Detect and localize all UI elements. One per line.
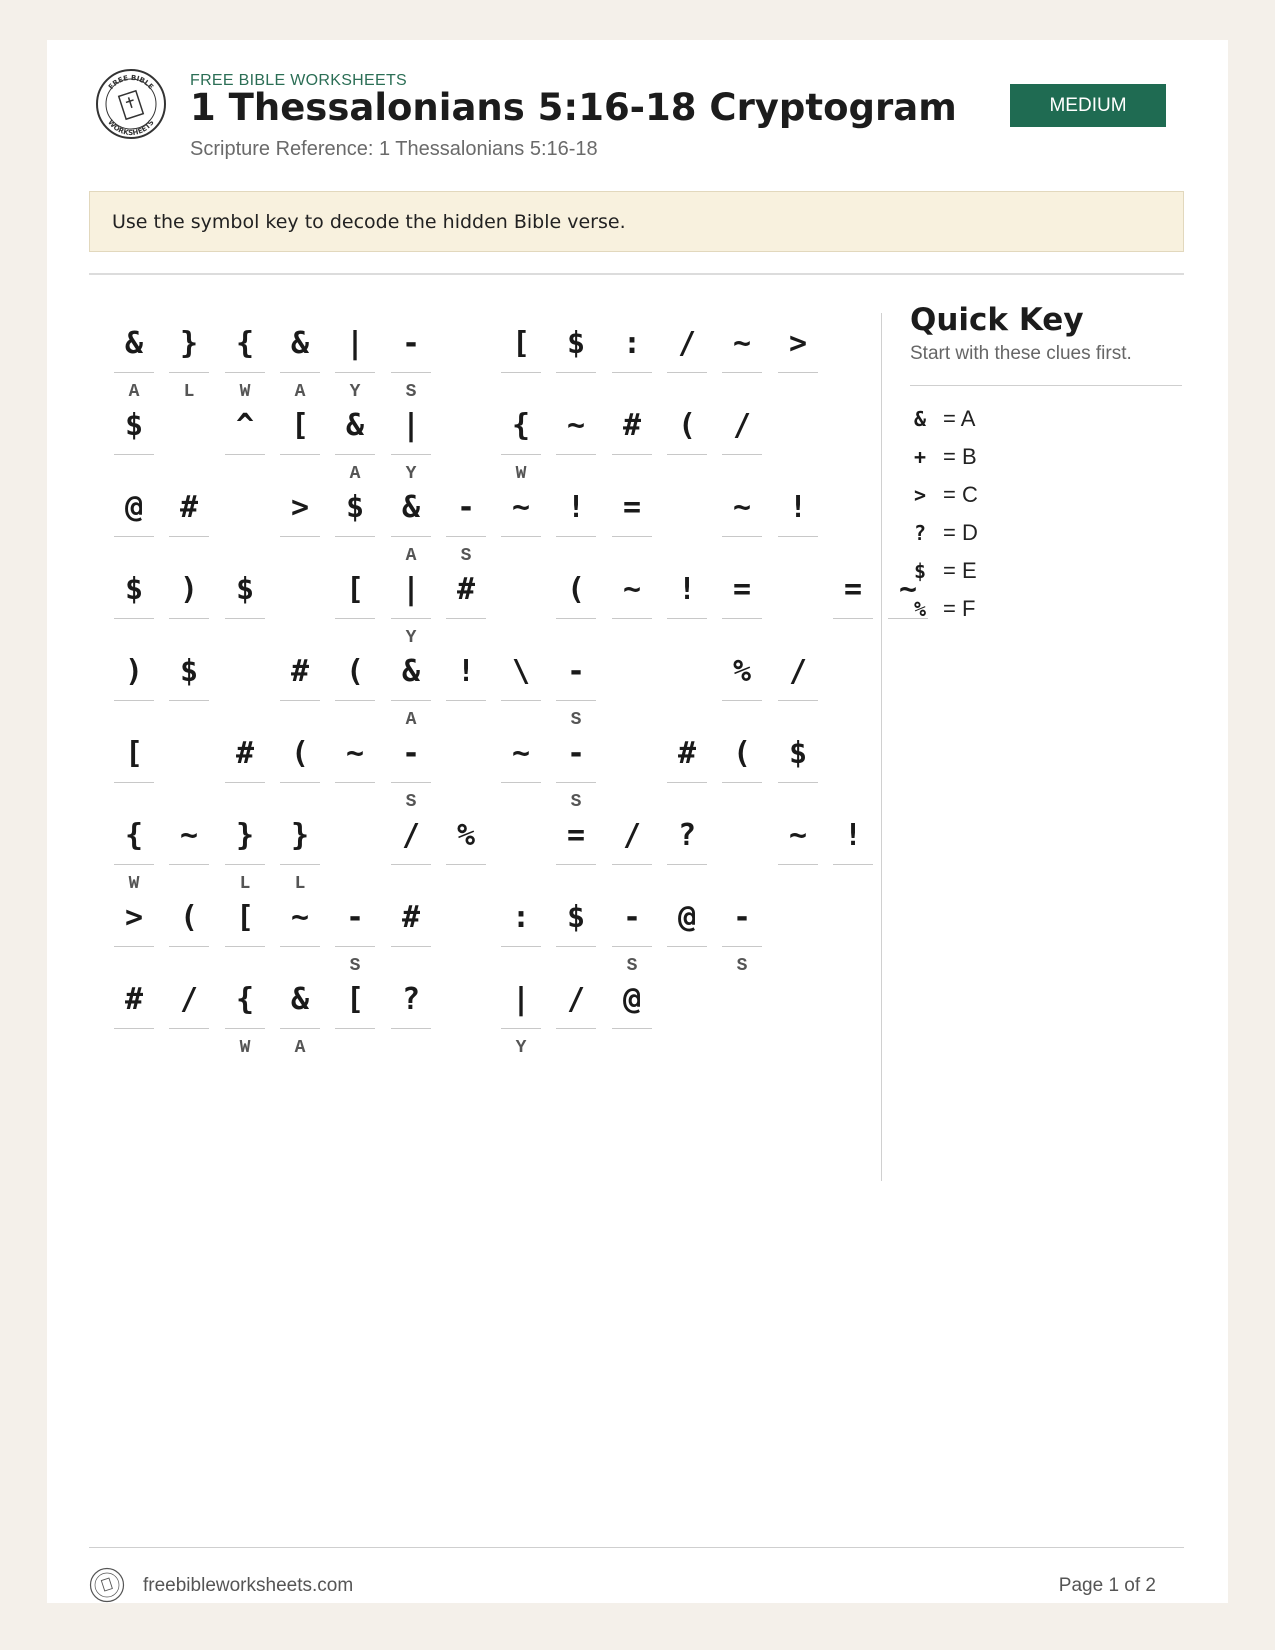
cipher-cell bbox=[225, 315, 265, 401]
cipher-symbol: = bbox=[833, 561, 873, 619]
cipher-cell bbox=[391, 315, 431, 401]
cipher-symbol: ! bbox=[446, 643, 486, 701]
cipher-cell bbox=[556, 397, 596, 483]
cipher-symbol: ( bbox=[169, 889, 209, 947]
scripture-reference: Scripture Reference: 1 Thessalonians 5:16-18 bbox=[190, 138, 598, 160]
cipher-symbol: ( bbox=[335, 643, 375, 701]
cipher-cell bbox=[114, 315, 154, 401]
instructions-box: Use the symbol key to decode the hidden Bible verse. bbox=[89, 191, 1184, 252]
cipher-symbol: # bbox=[169, 479, 209, 537]
key-symbol: & bbox=[913, 407, 927, 431]
decoded-letter: Y bbox=[405, 464, 417, 484]
cipher-cell bbox=[169, 479, 209, 565]
quick-key-title: Quick Key bbox=[910, 302, 1084, 338]
cipher-symbol: { bbox=[501, 397, 541, 455]
cipher-symbol: ( bbox=[722, 725, 762, 783]
page-title: 1 Thessalonians 5:16-18 Cryptogram bbox=[190, 86, 957, 129]
quick-key-item bbox=[910, 475, 1182, 515]
decoded-letter: A bbox=[294, 1038, 306, 1058]
cipher-cell bbox=[169, 561, 209, 647]
cipher-symbol: ! bbox=[833, 807, 873, 865]
cipher-cell bbox=[280, 725, 320, 811]
key-symbol: % bbox=[913, 597, 927, 621]
cipher-cell bbox=[612, 397, 652, 483]
cryptogram-grid bbox=[114, 315, 918, 1135]
cipher-symbol: & bbox=[391, 479, 431, 537]
decoded-letter bbox=[612, 1038, 652, 1058]
cipher-cell bbox=[667, 889, 707, 975]
cipher-symbol: | bbox=[501, 971, 541, 1029]
decoded-letter: W bbox=[239, 1038, 251, 1058]
decoded-letter bbox=[612, 628, 652, 648]
cipher-cell bbox=[612, 561, 652, 647]
cipher-symbol: - bbox=[391, 315, 431, 373]
decoded-letter: W bbox=[239, 382, 251, 402]
cipher-cell bbox=[556, 971, 596, 1057]
cipher-symbol: % bbox=[722, 643, 762, 701]
cipher-cell bbox=[225, 807, 265, 893]
cipher-symbol: / bbox=[667, 315, 707, 373]
cipher-symbol: & bbox=[391, 643, 431, 701]
cipher-symbol: - bbox=[391, 725, 431, 783]
decoded-letter: S bbox=[736, 956, 748, 976]
cipher-cell bbox=[556, 561, 596, 647]
key-value: = A bbox=[943, 406, 976, 431]
cipher-cell bbox=[335, 971, 375, 1057]
cipher-symbol: $ bbox=[169, 643, 209, 701]
svg-text:FREE BIBLE: FREE BIBLE bbox=[107, 73, 155, 92]
bible-seal-logo bbox=[95, 68, 167, 140]
cipher-symbol: ~ bbox=[556, 397, 596, 455]
cipher-symbol: @ bbox=[114, 479, 154, 537]
decoded-letter: S bbox=[405, 382, 417, 402]
cipher-symbol: @ bbox=[612, 971, 652, 1029]
difficulty-badge: MEDIUM bbox=[1010, 84, 1166, 127]
cipher-cell bbox=[556, 643, 596, 729]
cipher-cell bbox=[335, 889, 375, 975]
decoded-letter bbox=[833, 628, 873, 648]
quick-key-item bbox=[910, 513, 1182, 553]
cipher-cell bbox=[722, 397, 762, 483]
cipher-symbol: ~ bbox=[722, 315, 762, 373]
cipher-symbol: ) bbox=[114, 643, 154, 701]
cipher-symbol: ? bbox=[391, 971, 431, 1029]
decoded-letter: W bbox=[515, 464, 527, 484]
decoded-letter bbox=[391, 1038, 431, 1058]
cipher-symbol: ~ bbox=[169, 807, 209, 865]
cipher-symbol: @ bbox=[667, 889, 707, 947]
decoded-letter: S bbox=[349, 956, 361, 976]
cipher-symbol: [ bbox=[280, 397, 320, 455]
cipher-symbol: $ bbox=[556, 315, 596, 373]
cipher-cell bbox=[612, 807, 652, 893]
cipher-cell bbox=[280, 643, 320, 729]
cipher-cell bbox=[391, 971, 431, 1057]
cipher-cell bbox=[169, 889, 209, 975]
decoded-letter bbox=[225, 464, 265, 484]
cipher-cell bbox=[446, 643, 486, 729]
decoded-letter bbox=[667, 956, 707, 976]
page-number: Page 1 of 2 bbox=[1058, 1575, 1156, 1596]
decoded-letter bbox=[667, 464, 707, 484]
decoded-letter bbox=[446, 874, 486, 894]
cipher-cell bbox=[391, 725, 431, 811]
cipher-cell bbox=[833, 561, 873, 647]
footer-logo bbox=[89, 1567, 125, 1603]
cipher-cell bbox=[722, 889, 762, 975]
cipher-symbol: ) bbox=[169, 561, 209, 619]
cipher-cell bbox=[225, 725, 265, 811]
cipher-cell bbox=[722, 725, 762, 811]
footer-site: freebibleworksheets.com bbox=[143, 1575, 354, 1596]
cipher-cell bbox=[280, 971, 320, 1057]
cipher-symbol: [ bbox=[335, 561, 375, 619]
cipher-symbol: # bbox=[280, 643, 320, 701]
cipher-cell bbox=[114, 971, 154, 1057]
key-value: = E bbox=[943, 558, 977, 583]
cipher-cell bbox=[556, 725, 596, 811]
cipher-cell bbox=[722, 561, 762, 647]
cipher-cell bbox=[778, 725, 818, 811]
key-value: = B bbox=[943, 444, 977, 469]
cipher-cell bbox=[446, 479, 486, 565]
decoded-letter bbox=[501, 546, 541, 566]
decoded-letter: L bbox=[294, 874, 306, 894]
decoded-letter bbox=[335, 792, 375, 812]
cipher-cell bbox=[722, 643, 762, 729]
column-divider bbox=[881, 313, 882, 1181]
cipher-cell bbox=[446, 807, 486, 893]
cipher-symbol: [ bbox=[501, 315, 541, 373]
cipher-cell bbox=[446, 561, 486, 647]
cipher-symbol: # bbox=[612, 397, 652, 455]
cipher-symbol: ! bbox=[778, 479, 818, 537]
cipher-symbol: ~ bbox=[888, 561, 928, 619]
cipher-symbol: > bbox=[778, 315, 818, 373]
cipher-symbol: # bbox=[667, 725, 707, 783]
cipher-symbol: \ bbox=[501, 643, 541, 701]
cipher-cell bbox=[335, 725, 375, 811]
cipher-symbol: ( bbox=[556, 561, 596, 619]
cipher-symbol: > bbox=[114, 889, 154, 947]
cipher-symbol: # bbox=[446, 561, 486, 619]
decoded-letter bbox=[778, 546, 818, 566]
cipher-cell bbox=[667, 561, 707, 647]
cipher-cell bbox=[225, 397, 265, 483]
header-divider bbox=[89, 273, 1184, 275]
cipher-cell bbox=[778, 807, 818, 893]
cipher-symbol: $ bbox=[778, 725, 818, 783]
decoded-letter: S bbox=[460, 546, 472, 566]
cipher-symbol: : bbox=[612, 315, 652, 373]
cipher-symbol: ? bbox=[667, 807, 707, 865]
cipher-symbol: ( bbox=[280, 725, 320, 783]
cipher-symbol: [ bbox=[114, 725, 154, 783]
cipher-cell bbox=[556, 315, 596, 401]
cipher-cell bbox=[556, 479, 596, 565]
cipher-symbol: ~ bbox=[612, 561, 652, 619]
quick-key-divider bbox=[910, 385, 1182, 386]
cipher-symbol: / bbox=[612, 807, 652, 865]
cipher-cell bbox=[335, 315, 375, 401]
cipher-cell bbox=[335, 643, 375, 729]
decoded-letter: L bbox=[239, 874, 251, 894]
worksheet-page bbox=[47, 40, 1228, 1603]
cipher-cell bbox=[501, 889, 541, 975]
quick-key-item bbox=[910, 399, 1182, 439]
cipher-symbol: $ bbox=[556, 889, 596, 947]
cipher-symbol: { bbox=[114, 807, 154, 865]
decoded-letter bbox=[778, 874, 818, 894]
key-symbol: $ bbox=[913, 559, 927, 583]
decoded-letter bbox=[169, 710, 209, 730]
decoded-letter: A bbox=[128, 382, 140, 402]
decoded-letter: A bbox=[349, 464, 361, 484]
cipher-symbol: ~ bbox=[778, 807, 818, 865]
cipher-cell bbox=[612, 315, 652, 401]
cipher-symbol: : bbox=[501, 889, 541, 947]
cipher-symbol: ~ bbox=[501, 725, 541, 783]
cipher-cell bbox=[335, 397, 375, 483]
cipher-cell bbox=[391, 397, 431, 483]
cipher-symbol: ~ bbox=[722, 479, 762, 537]
cipher-symbol: - bbox=[556, 643, 596, 701]
cipher-symbol: & bbox=[335, 397, 375, 455]
cipher-cell bbox=[612, 971, 652, 1057]
decoded-letter: Y bbox=[405, 628, 417, 648]
cipher-symbol: - bbox=[335, 889, 375, 947]
cipher-symbol: ^ bbox=[225, 397, 265, 455]
cipher-symbol: { bbox=[225, 971, 265, 1029]
cipher-symbol: > bbox=[280, 479, 320, 537]
decoded-letter bbox=[556, 1038, 596, 1058]
cipher-symbol: # bbox=[225, 725, 265, 783]
cipher-symbol: % bbox=[446, 807, 486, 865]
cipher-symbol: # bbox=[114, 971, 154, 1029]
decoded-letter: S bbox=[405, 792, 417, 812]
cipher-cell bbox=[501, 479, 541, 565]
cipher-symbol: - bbox=[722, 889, 762, 947]
cipher-symbol: ! bbox=[556, 479, 596, 537]
cipher-symbol: ~ bbox=[501, 479, 541, 537]
cipher-cell bbox=[501, 315, 541, 401]
cipher-symbol: $ bbox=[114, 561, 154, 619]
cipher-symbol: [ bbox=[225, 889, 265, 947]
cipher-symbol: - bbox=[446, 479, 486, 537]
cipher-symbol: } bbox=[169, 315, 209, 373]
cipher-cell bbox=[280, 479, 320, 565]
cipher-cell bbox=[778, 643, 818, 729]
cipher-cell bbox=[391, 479, 431, 565]
cipher-symbol: | bbox=[335, 315, 375, 373]
cipher-cell bbox=[280, 889, 320, 975]
decoded-letter: S bbox=[570, 792, 582, 812]
cipher-symbol: / bbox=[169, 971, 209, 1029]
cipher-symbol: $ bbox=[225, 561, 265, 619]
cipher-cell bbox=[280, 807, 320, 893]
cipher-cell bbox=[391, 643, 431, 729]
decoded-letter bbox=[169, 1038, 209, 1058]
cipher-cell bbox=[114, 479, 154, 565]
cipher-symbol: / bbox=[556, 971, 596, 1029]
cipher-cell bbox=[114, 397, 154, 483]
decoded-letter: A bbox=[294, 382, 306, 402]
cipher-symbol: $ bbox=[335, 479, 375, 537]
cipher-cell bbox=[722, 315, 762, 401]
decoded-letter: W bbox=[128, 874, 140, 894]
key-value: = D bbox=[943, 520, 978, 545]
decoded-letter bbox=[722, 792, 762, 812]
cipher-symbol: ~ bbox=[335, 725, 375, 783]
cipher-cell bbox=[501, 971, 541, 1057]
cipher-symbol: [ bbox=[335, 971, 375, 1029]
decoded-letter: Y bbox=[349, 382, 361, 402]
decoded-letter: Y bbox=[515, 1038, 527, 1058]
cipher-cell bbox=[169, 315, 209, 401]
cipher-symbol: ( bbox=[667, 397, 707, 455]
cipher-cell bbox=[169, 643, 209, 729]
cipher-cell bbox=[667, 807, 707, 893]
decoded-letter: A bbox=[405, 710, 417, 730]
cipher-cell bbox=[501, 397, 541, 483]
cipher-symbol: $ bbox=[114, 397, 154, 455]
cipher-symbol: - bbox=[612, 889, 652, 947]
cipher-cell bbox=[169, 971, 209, 1057]
cipher-cell bbox=[501, 725, 541, 811]
cipher-cell bbox=[556, 889, 596, 975]
key-symbol: ? bbox=[913, 521, 927, 545]
cipher-cell bbox=[391, 807, 431, 893]
cipher-cell bbox=[667, 315, 707, 401]
quick-key-subtitle: Start with these clues first. bbox=[910, 343, 1132, 364]
cipher-cell bbox=[114, 889, 154, 975]
cipher-cell bbox=[556, 807, 596, 893]
cipher-symbol: = bbox=[556, 807, 596, 865]
cipher-cell bbox=[722, 479, 762, 565]
cipher-cell bbox=[114, 725, 154, 811]
decoded-letter: S bbox=[626, 956, 638, 976]
decoded-letter bbox=[833, 874, 873, 894]
decoded-letter bbox=[667, 628, 707, 648]
cipher-cell bbox=[225, 889, 265, 975]
cipher-symbol: / bbox=[391, 807, 431, 865]
cipher-symbol: ~ bbox=[280, 889, 320, 947]
cipher-symbol: { bbox=[225, 315, 265, 373]
brand-name: FREE BIBLE WORKSHEETS bbox=[190, 72, 408, 89]
cipher-cell bbox=[280, 397, 320, 483]
quick-key-item bbox=[910, 437, 1182, 477]
svg-text:WORKSHEETS: WORKSHEETS bbox=[106, 118, 156, 138]
cipher-symbol: = bbox=[722, 561, 762, 619]
cipher-symbol: & bbox=[280, 315, 320, 373]
quick-key-item bbox=[910, 589, 1182, 629]
key-value: = F bbox=[943, 596, 976, 621]
cipher-symbol: ! bbox=[667, 561, 707, 619]
cipher-symbol: } bbox=[280, 807, 320, 865]
decoded-letter bbox=[335, 1038, 375, 1058]
cipher-cell bbox=[612, 889, 652, 975]
cipher-symbol: } bbox=[225, 807, 265, 865]
cipher-cell bbox=[501, 643, 541, 729]
cipher-cell bbox=[833, 807, 873, 893]
decoded-letter bbox=[888, 628, 928, 648]
cipher-symbol: & bbox=[114, 315, 154, 373]
cipher-cell bbox=[391, 561, 431, 647]
key-symbol: > bbox=[913, 483, 927, 507]
decoded-letter: S bbox=[570, 710, 582, 730]
cipher-cell bbox=[225, 561, 265, 647]
cipher-symbol: # bbox=[391, 889, 431, 947]
decoded-letter bbox=[114, 1038, 154, 1058]
cipher-cell bbox=[280, 315, 320, 401]
cipher-cell bbox=[667, 725, 707, 811]
decoded-letter bbox=[225, 628, 265, 648]
decoded-letter bbox=[280, 546, 320, 566]
cipher-cell bbox=[391, 889, 431, 975]
cipher-symbol: / bbox=[778, 643, 818, 701]
quick-key-item bbox=[910, 551, 1182, 591]
cipher-cell bbox=[612, 479, 652, 565]
cipher-cell bbox=[667, 397, 707, 483]
cipher-symbol: / bbox=[722, 397, 762, 455]
decoded-letter bbox=[778, 382, 818, 402]
cipher-cell bbox=[778, 479, 818, 565]
cipher-cell bbox=[335, 561, 375, 647]
decoded-letter bbox=[501, 792, 541, 812]
key-value: = C bbox=[943, 482, 978, 507]
cipher-cell bbox=[225, 971, 265, 1057]
cipher-cell bbox=[335, 479, 375, 565]
key-symbol: + bbox=[913, 445, 927, 469]
decoded-letter: A bbox=[405, 546, 417, 566]
cipher-cell bbox=[114, 807, 154, 893]
decoded-letter: L bbox=[183, 382, 195, 402]
cipher-cell bbox=[114, 561, 154, 647]
cipher-cell bbox=[169, 807, 209, 893]
cipher-cell bbox=[114, 643, 154, 729]
decoded-letter bbox=[446, 710, 486, 730]
cipher-symbol: | bbox=[391, 561, 431, 619]
cipher-symbol: | bbox=[391, 397, 431, 455]
cipher-cell bbox=[778, 315, 818, 401]
footer-divider bbox=[89, 1547, 1184, 1548]
cipher-symbol: & bbox=[280, 971, 320, 1029]
cipher-symbol: = bbox=[612, 479, 652, 537]
cipher-symbol: - bbox=[556, 725, 596, 783]
